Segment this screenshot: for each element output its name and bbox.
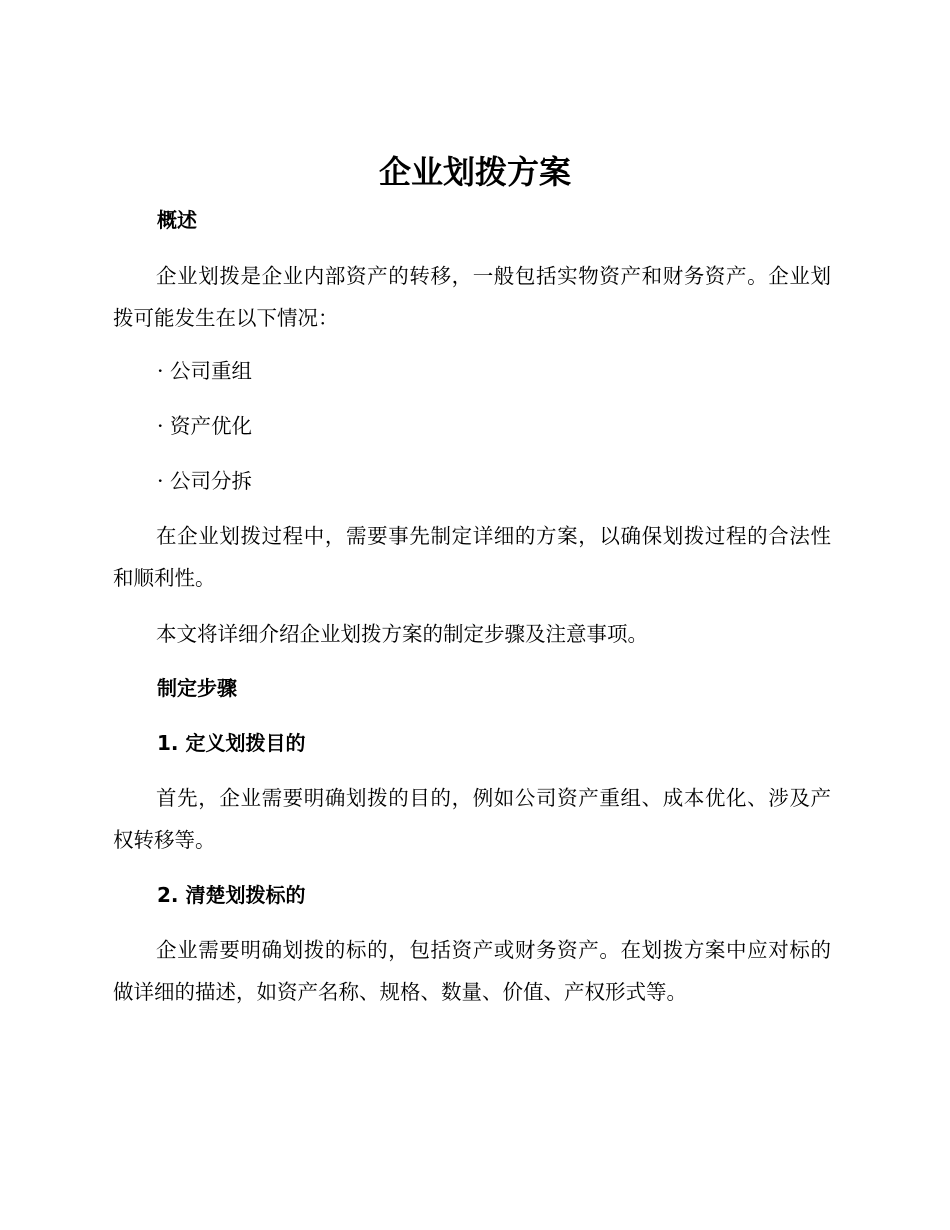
- bullet-item: · 公司重组: [157, 359, 253, 383]
- step-heading-1: 1. 定义划拨目的: [157, 731, 306, 755]
- bullet-item: · 公司分拆: [157, 469, 253, 493]
- bullet-item: · 资产优化: [157, 414, 253, 438]
- document-title: 企业划拨方案: [378, 153, 571, 191]
- section-heading-overview: 概述: [157, 208, 197, 232]
- overview-paragraph-3: 本文将详细介绍企业划拨方案的制定步骤及注意事项。: [156, 622, 648, 646]
- step-2-paragraph: 企业需要明确划拨的标的，包括资产或财务资产。在划拨方案中应对标的做详细的描述，如资产名称、规格、数量、价值、产权形式等。: [113, 938, 831, 1004]
- step-heading-2: 2. 清楚划拨标的: [157, 883, 306, 907]
- overview-paragraph-2: 在企业划拨过程中，需要事先制定详细的方案，以确保划拨过程的合法性和顺利性。: [113, 524, 831, 590]
- overview-paragraph-1: 企业划拨是企业内部资产的转移，一般包括实物资产和财务资产。企业划拨可能发生在以下情况：: [113, 264, 831, 330]
- section-heading-steps: 制定步骤: [157, 676, 237, 700]
- step-1-paragraph: 首先，企业需要明确划拨的目的，例如公司资产重组、成本优化、涉及产权转移等。: [113, 786, 831, 852]
